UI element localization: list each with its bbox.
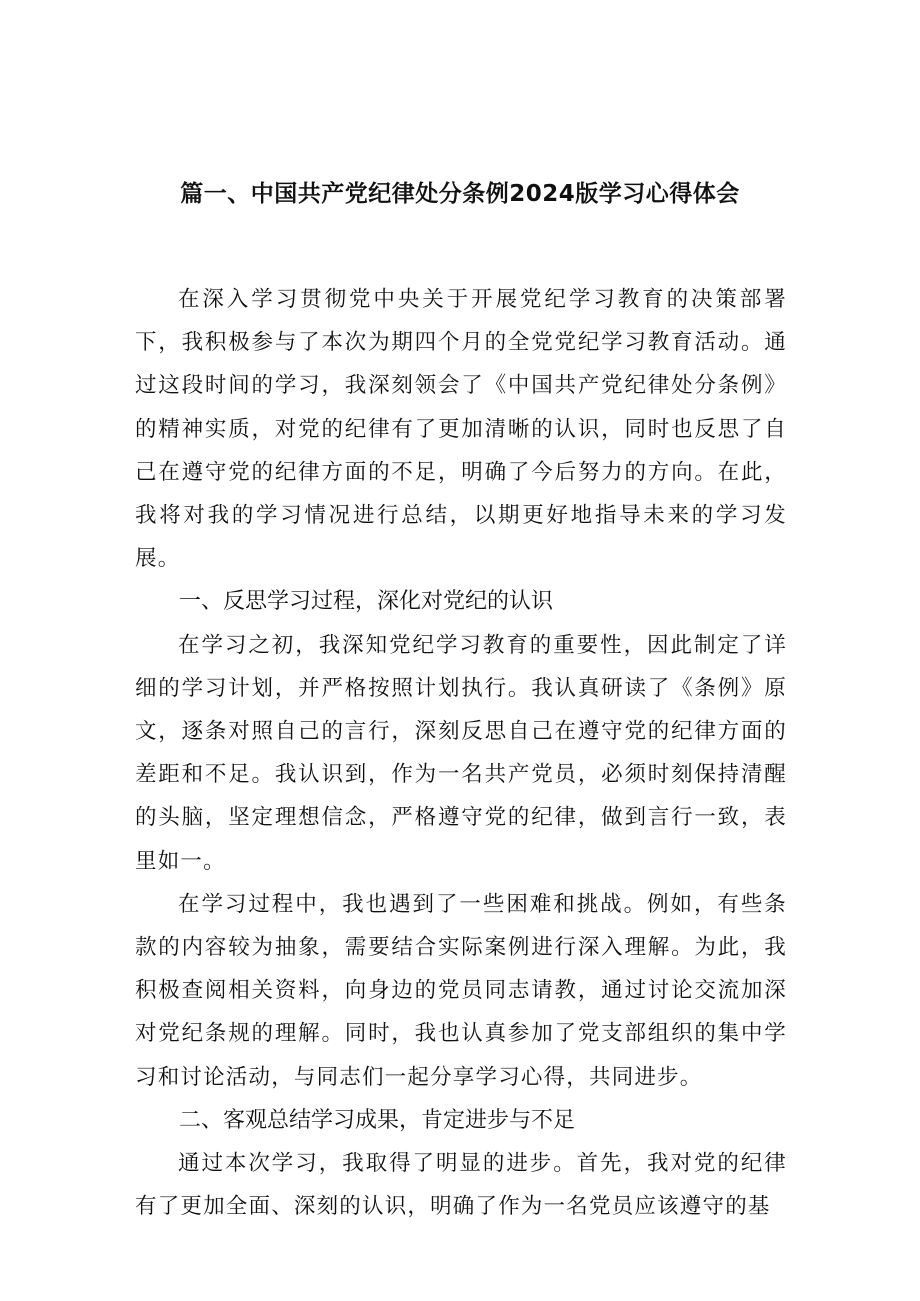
document-title: 篇一、中国共产党纪律处分条例2024版学习心得体会 bbox=[180, 181, 740, 207]
section-heading-2: 二、客观总结学习成果，肯定进步与不足 bbox=[179, 1107, 576, 1133]
document-body bbox=[135, 278, 787, 1228]
paragraph-intro: 在深入学习贯彻党中央关于开展党纪学习教育的决策部署下，我积极参与了本次为期四个月的全党党纪学习教育活动。通过这段时间的学习，我深刻领会了《中国共产党纪律处分条例》的精神实质，对党的纪律有了更加清晰的认识，同时也反思了自己在遵守党的纪律方面的不足，明确了今后努力的方向。在此，我将对我的学习情况进行总结，以期更好地指导未来的学习发展。 bbox=[135, 287, 787, 572]
section-heading-1: 一、反思学习过程，深化对党纪的认识 bbox=[179, 589, 554, 615]
paragraph-section1-b: 在学习过程中，我也遇到了一些困难和挑战。例如，有些条款的内容较为抽象，需要结合实际案例进行深入理解。为此，我积极查阅相关资料，向身边的党员同志请教，通过讨论交流加深对党纪条规的理解。同时，我也认真参加了党支部组织的集中学习和讨论活动，与同志们一起分享学习心得，共同进步。 bbox=[135, 891, 787, 1090]
paragraph-section2-a: 通过本次学习，我取得了明显的进步。首先，我对党的纪律有了更加全面、深刻的认识，明确了作为一名党员应该遵守的基 bbox=[135, 1151, 787, 1220]
paragraph-section1-a: 在学习之初，我深知党纪学习教育的重要性，因此制定了详细的学习计划，并严格按照计划执行。我认真研读了《条例》原文，逐条对照自己的言行，深刻反思自己在遵守党的纪律方面的差距和不足。我认识到，作为一名共产党员，必须时刻保持清醒的头脑，坚定理想信念，严格遵守党的纪律，做到言行一致，表里如一。 bbox=[135, 632, 787, 874]
